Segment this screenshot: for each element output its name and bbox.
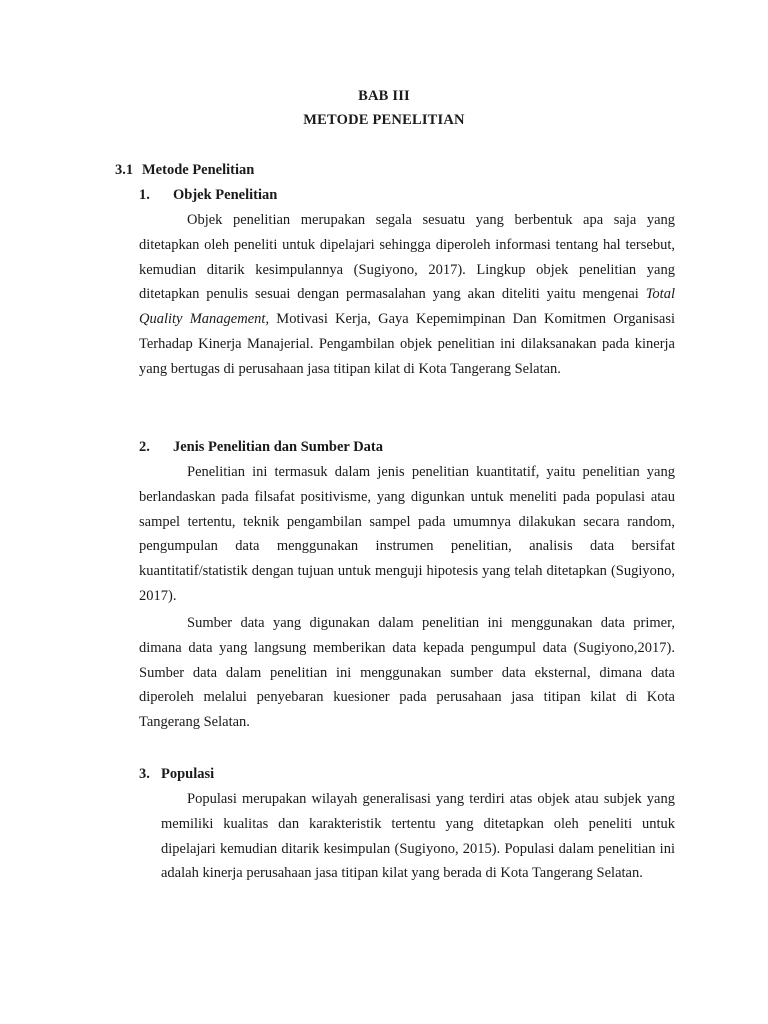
item-heading-1 — [139, 187, 277, 204]
section-title: Metode Penelitian — [142, 162, 255, 178]
italic-term: Total Quality Management — [139, 286, 675, 328]
item-title: Jenis Penelitian dan Sumber Data — [173, 439, 384, 455]
paragraph-populasi: Populasi merupakan wilayah generalisasi yang terdiri atas objek atau subjek yang memiliki kualitas dan karakteristik tertentu yang ditetapkan oleh peneliti untuk dipelajari kemudian ditarik kesimpulan (Sugiyono, 2015). Populasi dalam penelitian ini adalah kinerja perusahaan jasa titipan kilat yang berada di Kota Tangerang Selatan. — [161, 791, 675, 882]
chapter-number: BAB III — [358, 88, 410, 104]
section-heading-3-1 — [115, 162, 254, 179]
paragraph-sumber-data: Sumber data yang digunakan dalam penelitian ini menggunakan data primer, dimana data yang langsung memberikan data kepada pengumpul data (Sugiyono,2017). Sumber data dalam penelitian ini menggunakan sumber data eksternal, dimana data diperoleh melalui penyebaran kuesioner pada perusahaan jasa titipan kilat di Kota Tangerang Selatan. — [139, 615, 675, 731]
item-title: Objek Penelitian — [173, 187, 278, 203]
paragraph-jenis-penelitian: Penelitian ini termasuk dalam jenis penelitian kuantitatif, yaitu penelitian yang berlandaskan pada filsafat positivisme, yang digunkan untuk meneliti pada populasi atau sampel tertentu, teknik pengambilan sampel pada umumnya dilakukan secara random, pengumpulan data menggunakan instrumen penelitian, analisis data bersifat kuantitatif/statistik dengan tujuan untuk menguji hipotesis yang telah ditetapkan (Sugiyono, 2017). — [139, 464, 675, 604]
chapter-title: METODE PENELITIAN — [303, 112, 465, 128]
item-heading-3 — [139, 766, 214, 783]
item-number: 1. — [139, 187, 150, 203]
item-title: Populasi — [161, 766, 215, 782]
item-heading-2 — [139, 439, 383, 456]
section-number: 3.1 — [115, 162, 134, 178]
item-number: 3. — [139, 766, 150, 782]
paragraph-objek-penelitian: Objek penelitian merupakan segala sesuatu yang berbentuk apa saja yang ditetapkan oleh peneliti untuk dipelajari sehingga diperoleh informasi tentang hal tersebut, kemudian ditarik kesimpulannya (Sugiyono, 2017). Lingkup objek penelitian yang ditetapkan penulis sesuai dengan permasalahan yang akan diteliti yaitu mengenai Total Quality Management, Motivasi Kerja, Gaya Kepemimpinan Dan Komitmen Organisasi Terhadap Kinerja Manajerial. Pengambilan objek penelitian ini dilaksanakan pada kinerja yang bertugas di perusahaan jasa titipan kilat di Kota Tangerang Selatan. — [139, 212, 675, 377]
item-number: 2. — [139, 439, 150, 455]
